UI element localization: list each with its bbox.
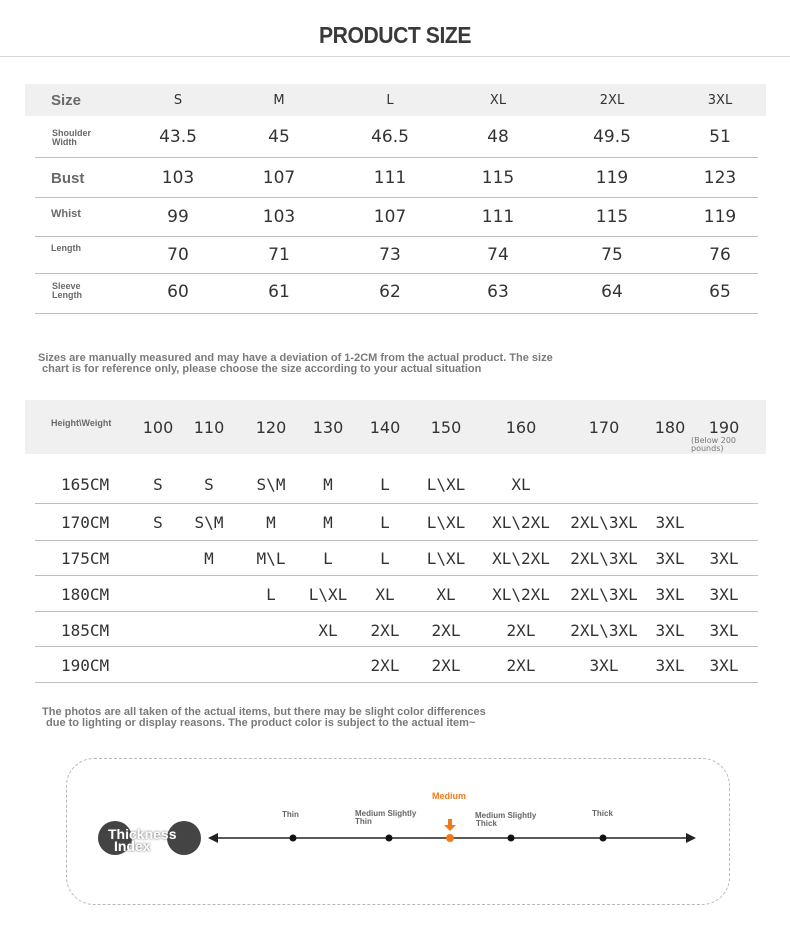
size-recommendation-cell: XL [318,621,338,640]
size-recommendation-cell: 3XL [655,621,685,640]
thickness-title-line2: Index [114,838,151,854]
row-label-bust: Bust [51,170,85,187]
size-header-cell: 2XL [599,93,625,108]
row-divider [35,611,758,612]
size-value-cell: 65 [709,282,731,302]
size-value-cell: 107 [262,168,296,188]
size-recommendation-cell: 2XL [506,621,536,640]
size-recommendation-cell: L [380,513,390,532]
weight-header-cell: 190 [708,418,740,437]
size-value-cell: 115 [481,168,515,188]
size-recommendation-cell: XL [436,585,456,604]
row-label-shoulder-width [52,129,102,147]
size-recommendation-cell: XL\2XL [492,585,550,604]
height-label: 190CM [61,656,110,675]
hw-header-label: Height\Weight [51,418,112,428]
size-value-cell: 48 [487,127,509,147]
size-recommendation-cell: 3XL [655,549,685,568]
size-value-cell: 46.5 [371,127,409,147]
level-label-text: Medium Slightly [355,809,417,818]
row-divider [35,503,758,504]
row-divider [35,197,758,198]
height-label: 185CM [61,621,110,640]
size-value-cell: 75 [601,245,623,265]
weight-header-cell: 110 [193,418,225,437]
weight-header-cell: 130 [312,418,344,437]
size-recommendation-cell: XL\2XL [492,549,550,568]
size-value-cell: 119 [703,207,737,227]
size-value-cell: 115 [595,207,629,227]
size-header-cell: L [386,93,394,108]
size-recommendation-cell: L [266,585,276,604]
size-value-cell: 62 [379,282,401,302]
scale-dot-medium [446,834,454,842]
level-label-thin [282,811,299,819]
measurement-note [38,353,553,375]
size-recommendation-cell: 3XL [709,621,739,640]
measurement-note-line1: Sizes are manually measured and may have a deviation of 1-2CM from the actual product. The size [38,352,553,364]
size-recommendation-cell: 2XL\3XL [570,585,638,604]
size-recommendation-cell: L\XL [426,513,466,532]
height-label: 180CM [61,585,110,604]
thickness-title [108,828,176,852]
size-header-cell: 3XL [707,93,733,108]
size-header-cell: S [173,93,183,108]
height-label: 165CM [61,475,110,494]
size-recommendation-cell: S [153,475,163,494]
size-recommendation-cell: M [204,549,214,568]
size-recommendation-cell: L [380,549,390,568]
size-recommendation-cell: S [153,513,163,532]
size-recommendation-cell: L [323,549,333,568]
measurement-note-line2: chart is for reference only, please choose the size according to your actual situation [42,363,482,375]
size-value-cell: 70 [167,245,189,265]
size-recommendation-cell: S\M [256,475,286,494]
color-note-line1: The photos are all taken of the actual items, but there may be slight color differences [42,706,486,718]
size-value-cell: 119 [595,168,629,188]
size-recommendation-cell: XL\2XL [492,513,550,532]
size-value-cell: 99 [167,207,189,227]
size-recommendation-cell: 3XL [709,549,739,568]
size-value-cell: 45 [268,127,290,147]
size-recommendation-cell: L\XL [308,585,348,604]
row-divider [35,273,758,274]
weight-190-note: (Below 200 pounds) [691,436,737,453]
weight-header-cell: 180 [654,418,686,437]
size-value-cell: 60 [167,282,189,302]
size-value-cell: 76 [709,245,731,265]
size-recommendation-cell: 3XL [709,585,739,604]
level-label-text: Thick [592,809,613,818]
size-recommendation-cell: M [323,513,333,532]
size-value-cell: 49.5 [593,127,631,147]
size-recommendation-cell: L\XL [426,475,466,494]
size-value-cell: 111 [373,168,407,188]
row-divider [35,313,758,314]
level-label-text: Thick [476,819,497,828]
selected-level-label: Medium [432,791,467,801]
size-recommendation-cell: 2XL [506,656,536,675]
color-note-line2: due to lighting or display reasons. The product color is subject to the actual item~ [46,717,476,729]
size-recommendation-cell: L [380,475,390,494]
size-recommendation-cell: 3XL [655,656,685,675]
scale-dot-medium-slightly-thin [386,835,393,842]
scale-dot-thin [290,835,297,842]
size-recommendation-cell: 3XL [655,513,685,532]
row-divider [35,646,758,647]
size-value-cell: 74 [487,245,509,265]
row-label-length: Length [51,243,81,253]
level-label-thick [592,810,613,818]
size-recommendation-cell: 2XL [431,656,461,675]
size-header-cell: M [273,93,285,108]
level-label-text: Medium Slightly [475,811,537,820]
weight-header-cell: 120 [255,418,287,437]
size-header-cell: XL [489,93,507,108]
weight-header-cell: 150 [430,418,462,437]
size-recommendation-cell: M [266,513,276,532]
size-recommendation-cell: 2XL\3XL [570,549,638,568]
size-recommendation-cell: M [323,475,333,494]
size-value-cell: 43.5 [159,127,197,147]
row-divider [35,682,758,683]
size-value-cell: 73 [379,245,401,265]
row-label-whist: Whist [51,208,81,220]
color-note [42,707,486,729]
level-label-text: Thin [355,817,372,826]
height-label: 170CM [61,513,110,532]
size-value-cell: 71 [268,245,290,265]
row-label-text: Shoulder Width [52,128,92,147]
size-value-cell: 64 [601,282,623,302]
size-value-cell: 51 [709,127,731,147]
size-value-cell: 103 [262,207,296,227]
size-recommendation-cell: XL [375,585,395,604]
size-recommendation-cell: S [204,475,214,494]
size-recommendation-cell: L\XL [426,549,466,568]
size-recommendation-cell: XL [511,475,531,494]
weight-header-cell: 170 [588,418,620,437]
row-divider [35,157,758,158]
size-recommendation-cell: 3XL [709,656,739,675]
size-value-cell: 123 [703,168,737,188]
row-label-sleeve-length: Sleeve Length [52,281,82,300]
row-divider [35,236,758,237]
row-divider [35,575,758,576]
weight-header-cell: 140 [369,418,401,437]
size-value-cell: 103 [161,168,195,188]
height-label: 175CM [61,549,110,568]
down-arrow-icon [444,819,456,832]
row-divider [35,540,758,541]
weight-header-cell: 160 [505,418,537,437]
size-recommendation-cell: 3XL [589,656,619,675]
size-recommendation-cell: 2XL\3XL [570,621,638,640]
size-recommendation-cell: 2XL\3XL [570,513,638,532]
scale-dot-thick [600,835,607,842]
size-recommendation-cell: 2XL [431,621,461,640]
level-label-text: Thin [282,810,299,819]
size-value-cell: 61 [268,282,290,302]
level-label-medium-slightly-thick [475,812,536,828]
scale-dot-medium-slightly-thick [508,835,515,842]
size-value-cell: 111 [481,207,515,227]
weight-header-cell: 100 [142,418,174,437]
size-header-label: Size [51,92,82,109]
size-value-cell: 63 [487,282,509,302]
size-recommendation-cell: M\L [256,549,286,568]
arrow-right-icon [686,833,696,843]
arrow-left-icon [208,833,218,843]
level-label-medium-slightly-thin [355,810,416,826]
thickness-title-line1: Thickness [108,826,177,842]
size-recommendation-cell: 2XL [370,656,400,675]
size-recommendation-cell: 3XL [655,585,685,604]
size-recommendation-cell: S\M [194,513,224,532]
size-value-cell: 107 [373,207,407,227]
title-divider [0,56,790,57]
size-recommendation-cell: 2XL [370,621,400,640]
page-title: PRODUCT SIZE [318,22,472,48]
